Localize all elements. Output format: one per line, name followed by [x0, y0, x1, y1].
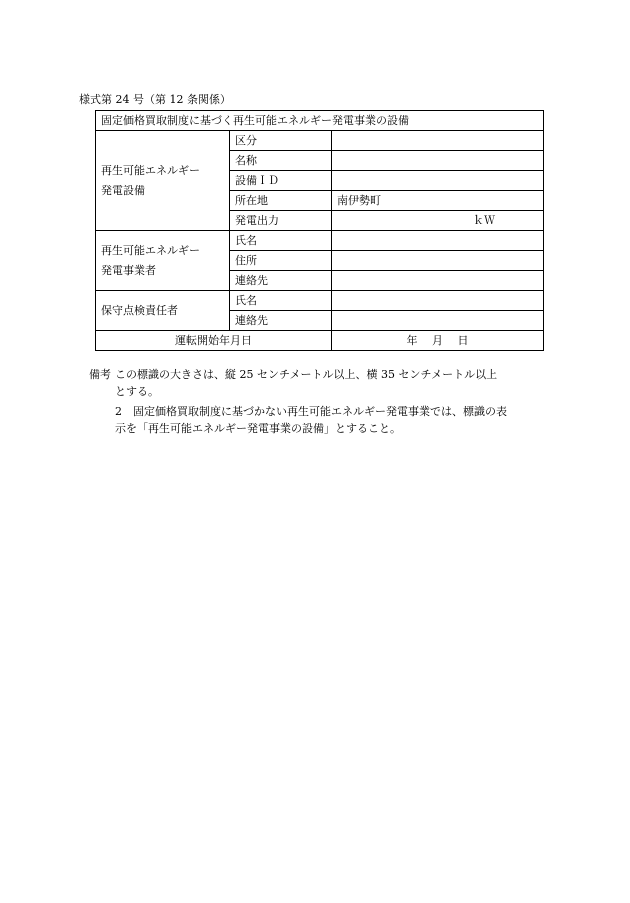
field-value-operator-name: [332, 231, 544, 251]
field-value-inspector-name: [332, 291, 544, 311]
note-1: [89, 366, 549, 383]
field-label-inspector-name: 氏名: [230, 291, 332, 311]
facility-group-line1: 再生可能エネルギー: [101, 163, 200, 177]
field-value-location: 南伊勢町: [332, 191, 544, 211]
table-row: [96, 231, 544, 251]
table-title-row: [96, 111, 544, 131]
field-label-operator-contact: 連絡先: [230, 271, 332, 291]
note-2-line-1: 2 固定価格買取制度に基づかない再生可能エネルギー発電事業では、標識の表: [115, 405, 507, 418]
field-label-facility-id: 設備ＩＤ: [230, 171, 332, 191]
field-value-name: [332, 151, 544, 171]
notes-section: [89, 366, 549, 437]
operator-group-line1: 再生可能エネルギー: [101, 243, 200, 257]
table-title: 固定価格買取制度に基づく再生可能エネルギー発電事業の設備: [96, 111, 544, 131]
facility-group-label: [96, 131, 230, 231]
field-value-operator-contact: [332, 271, 544, 291]
field-label-name: 名称: [230, 151, 332, 171]
form-number-label: 様式第 24 号（第 12 条関係）: [79, 93, 231, 106]
field-value-output-unit: ｋＷ: [332, 211, 544, 231]
table-row: [96, 291, 544, 311]
note-2-line-2: 示を「再生可能エネルギー発電事業の設備」とすること。: [115, 422, 401, 435]
note-1-line-2: とする。: [115, 385, 159, 398]
field-value-operator-address: [332, 251, 544, 271]
table-row: [96, 331, 544, 351]
field-label-operator-address: 住所: [230, 251, 332, 271]
field-value-facility-id: [332, 171, 544, 191]
field-label-inspector-contact: 連絡先: [230, 311, 332, 331]
operator-group-line2: 発電事業者: [101, 263, 156, 277]
start-date-label: 運転開始年月日: [96, 331, 332, 351]
facility-group-line2: 発電設備: [101, 183, 145, 197]
start-date-value: 年 月 日: [332, 331, 544, 351]
note-1-line-1: この標識の大きさは、縦 25 センチメートル以上、横 35 センチメートル以上: [115, 368, 498, 381]
field-label-location: 所在地: [230, 191, 332, 211]
inspector-group-label: 保守点検責任者: [96, 291, 230, 331]
field-value-inspector-contact: [332, 311, 544, 331]
operator-group-label: [96, 231, 230, 291]
field-value-category: [332, 131, 544, 151]
field-label-operator-name: 氏名: [230, 231, 332, 251]
notes-heading: 備考: [89, 368, 111, 381]
field-label-output: 発電出力: [230, 211, 332, 231]
sign-table: [95, 110, 544, 351]
field-label-category: 区分: [230, 131, 332, 151]
table-row: [96, 131, 544, 151]
